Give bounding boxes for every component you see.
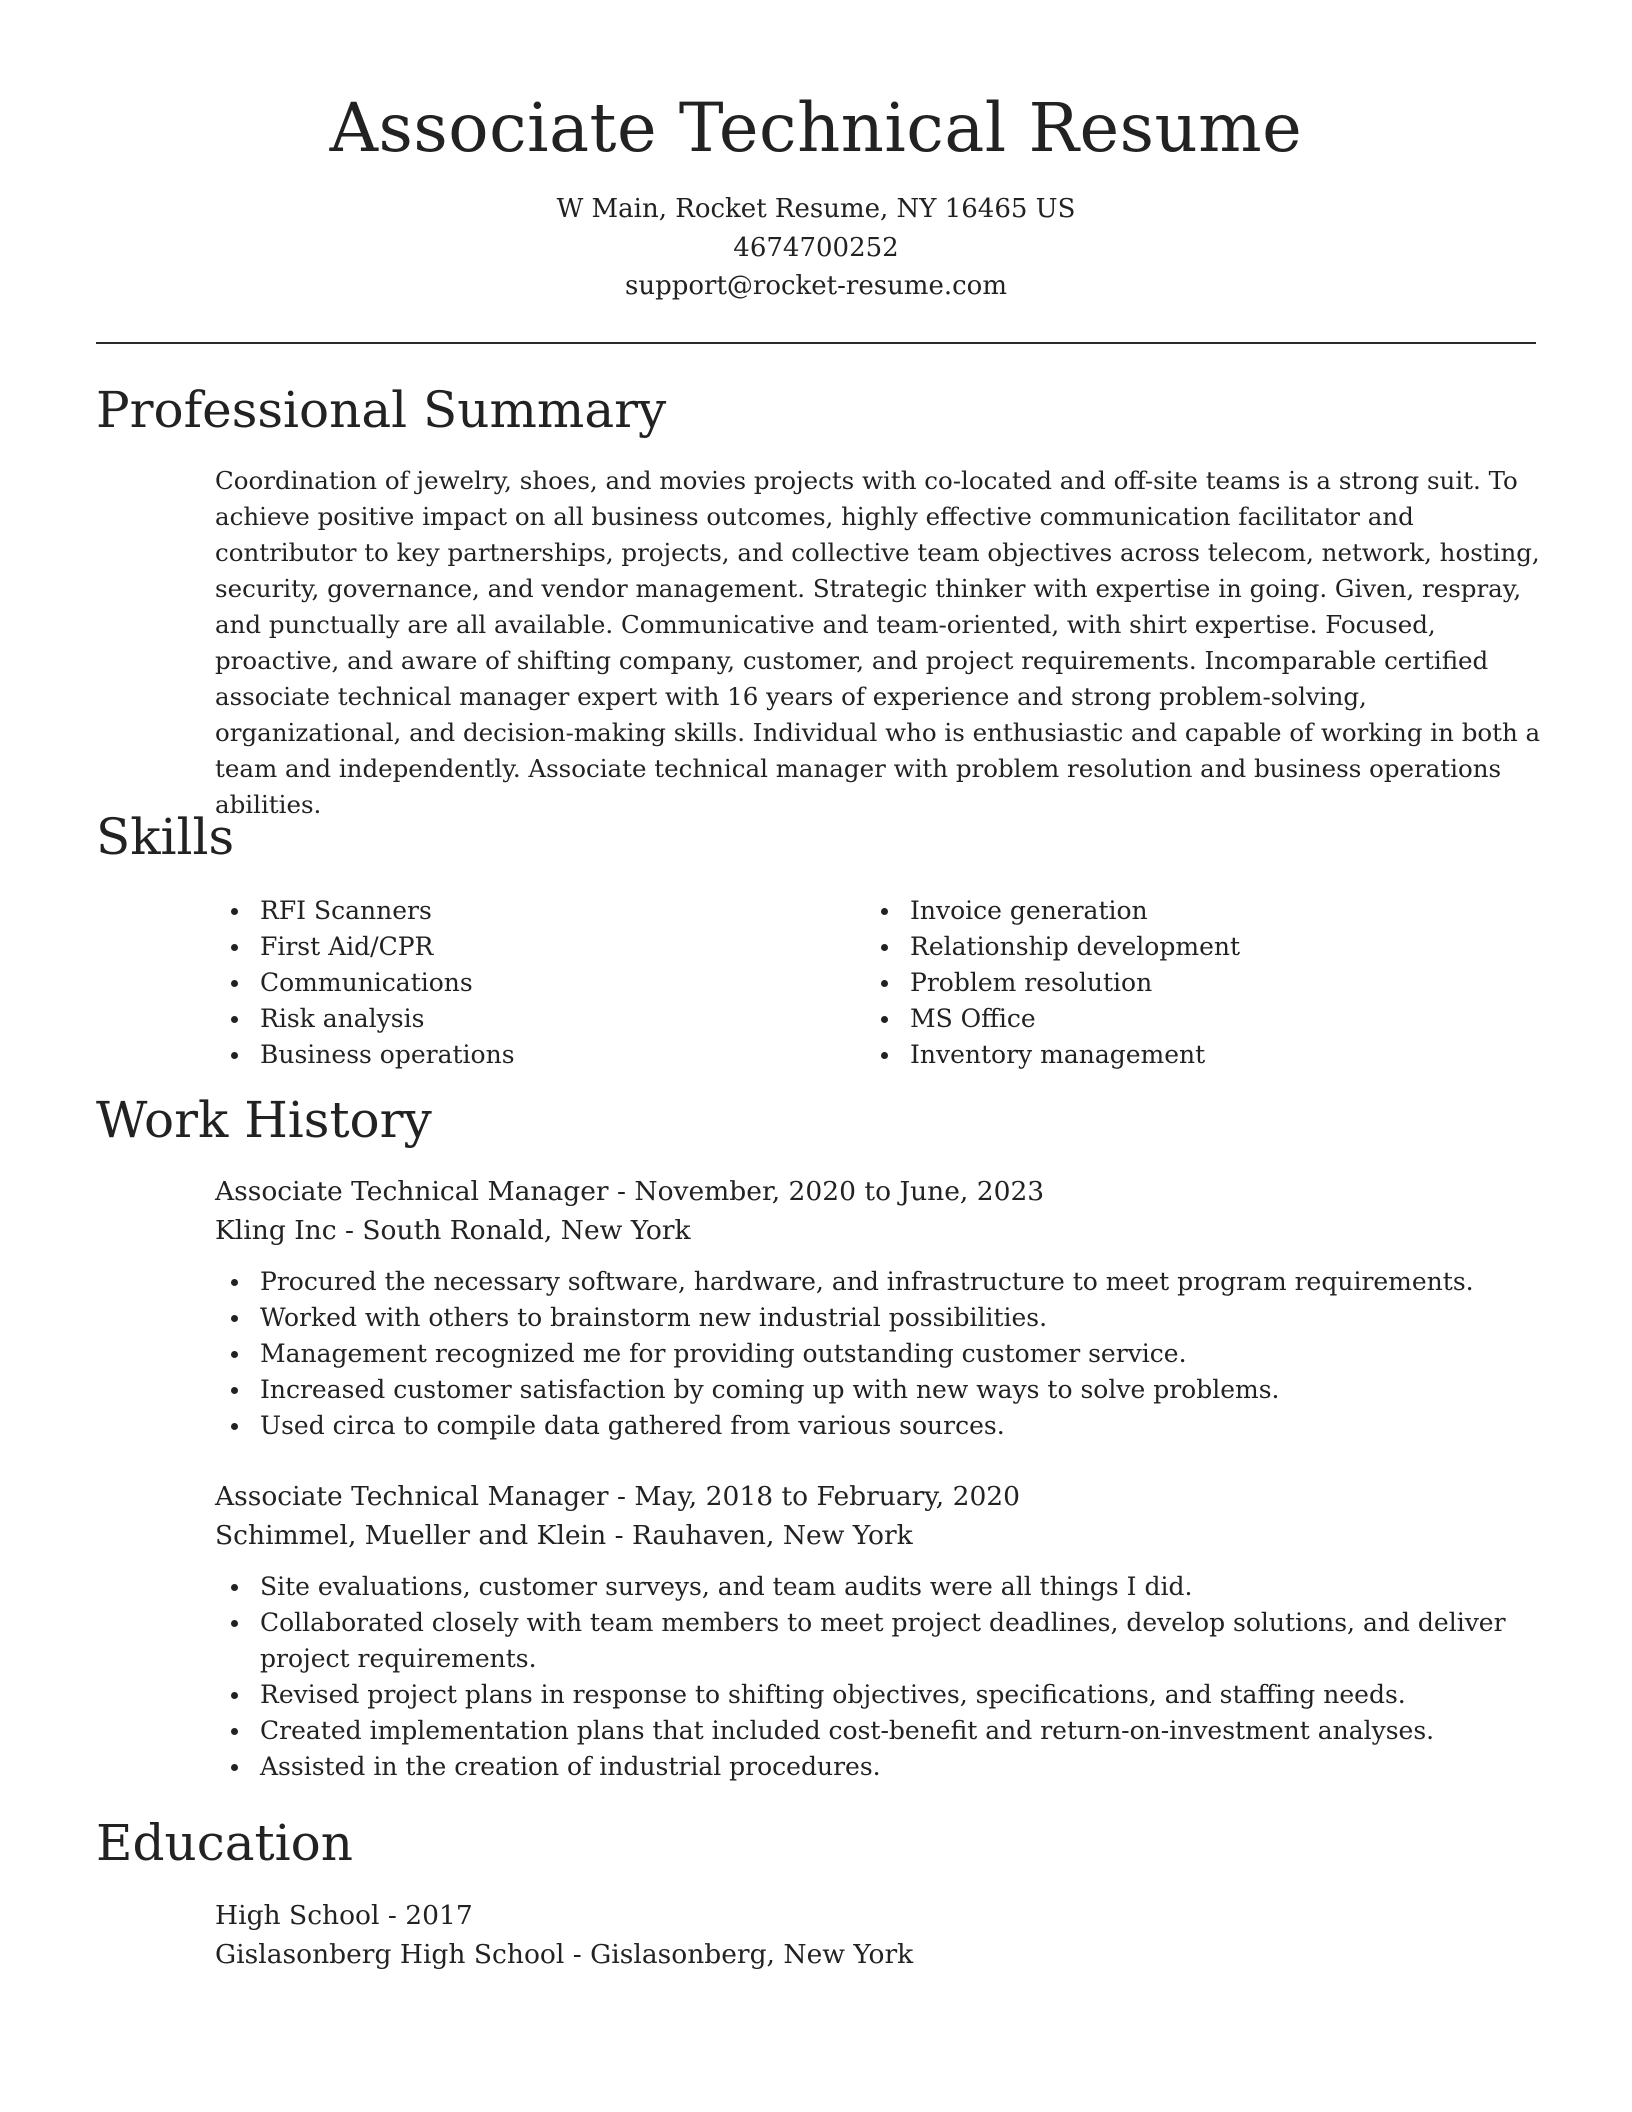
education-degree: High School: [215, 1900, 380, 1931]
skill-item: RFI Scanners: [215, 893, 515, 929]
job-dates: - November, 2020 to June, 2023: [608, 1176, 1045, 1207]
job-bullet: Assisted in the creation of industrial procedures.: [215, 1749, 1545, 1785]
job-bullet: Increased customer satisfaction by coming up with new ways to solve problems.: [215, 1372, 1545, 1408]
job-entry: [215, 1172, 1545, 1444]
job-bullet: Revised project plans in response to shifting objectives, specifications, and staffing needs.: [215, 1677, 1545, 1713]
job-title: Associate Technical Manager: [215, 1481, 609, 1512]
skill-item: Problem resolution: [865, 965, 1240, 1001]
skill-item: Business operations: [215, 1037, 515, 1073]
job-bullet: Management recognized me for providing outstanding customer service.: [215, 1336, 1545, 1372]
skills-column-right: [865, 893, 1240, 1073]
job-bullet: Worked with others to brainstorm new industrial possibilities.: [215, 1300, 1545, 1336]
job-title: Associate Technical Manager: [215, 1176, 609, 1207]
job-location: - Rauhaven, New York: [606, 1520, 913, 1551]
job-bullet: Procured the necessary software, hardware, and infrastructure to meet program requirements.: [215, 1264, 1545, 1300]
skills-column-left: [215, 893, 515, 1073]
job-title-line: [215, 1477, 1545, 1516]
education-school-line: [215, 1935, 1545, 1974]
education-entry: [215, 1896, 1545, 1974]
job-bullets: [215, 1569, 1545, 1785]
education-location: - Gislasonberg, New York: [564, 1939, 914, 1970]
job-entry: [215, 1477, 1545, 1785]
education-degree-line: [215, 1896, 1545, 1935]
job-bullet: Site evaluations, customer surveys, and team audits were all things I did.: [215, 1569, 1545, 1605]
skill-item: Communications: [215, 965, 515, 1001]
job-bullet: Used circa to compile data gathered from various sources.: [215, 1408, 1545, 1444]
job-bullet: Collaborated closely with team members to meet project deadlines, develop solutions, and deliver project requirements.: [215, 1605, 1545, 1677]
resume-title: Associate Technical Resume: [329, 89, 1303, 167]
skill-item: Risk analysis: [215, 1001, 515, 1037]
skill-item: MS Office: [865, 1001, 1240, 1037]
contact-address: W Main, Rocket Resume, NY 16465 US: [556, 194, 1076, 224]
skill-item: Invoice generation: [865, 893, 1240, 929]
summary-text: Coordination of jewelry, shoes, and movies projects with co-located and off-site teams is a strong suit. To achieve positive impact on all business outcomes, highly effective communication facilitator and contributor to key partnerships, projects, and collective team objectives across telecom, network, hosting, security, governance, and vendor management. Strategic thinker with expertise in going. Given, respray, and punctually are all available. Communicative and team-oriented, with shirt expertise. Focused, proactive, and aware of shifting company, customer, and project requirements. Incomparable certified associate technical manager expert with 16 years of experience and strong problem-solving, organizational, and decision-making skills. Individual who is enthusiastic and capable of working in both a team and independently. Associate technical manager with problem resolution and business operations abilities.: [215, 466, 1541, 819]
skill-item: Inventory management: [865, 1037, 1240, 1073]
summary-heading: Professional Summary: [96, 381, 667, 439]
job-location: - South Ronald, New York: [336, 1215, 691, 1246]
job-bullets: [215, 1264, 1545, 1444]
education-school: Gislasonberg High School: [215, 1939, 565, 1970]
contact-email: support@rocket-resume.com: [624, 271, 1007, 301]
contact-phone: 4674700252: [733, 232, 899, 263]
job-company: Kling Inc: [215, 1215, 337, 1246]
job-company-line: [215, 1211, 1545, 1250]
contact-block: [0, 190, 1632, 306]
header-divider: [96, 342, 1536, 344]
work-history-heading: Work History: [96, 1091, 432, 1149]
skill-item: First Aid/CPR: [215, 929, 515, 965]
skill-item: Relationship development: [865, 929, 1240, 965]
job-bullet: Created implementation plans that included cost-benefit and return-on-investment analyses.: [215, 1713, 1545, 1749]
job-dates: - May, 2018 to February, 2020: [608, 1481, 1021, 1512]
education-heading: Education: [96, 1814, 353, 1872]
education-year: - 2017: [379, 1900, 473, 1931]
job-company-line: [215, 1516, 1545, 1555]
job-company: Schimmel, Mueller and Klein: [215, 1520, 607, 1551]
skills-heading: Skills: [96, 808, 235, 866]
job-title-line: [215, 1172, 1545, 1211]
